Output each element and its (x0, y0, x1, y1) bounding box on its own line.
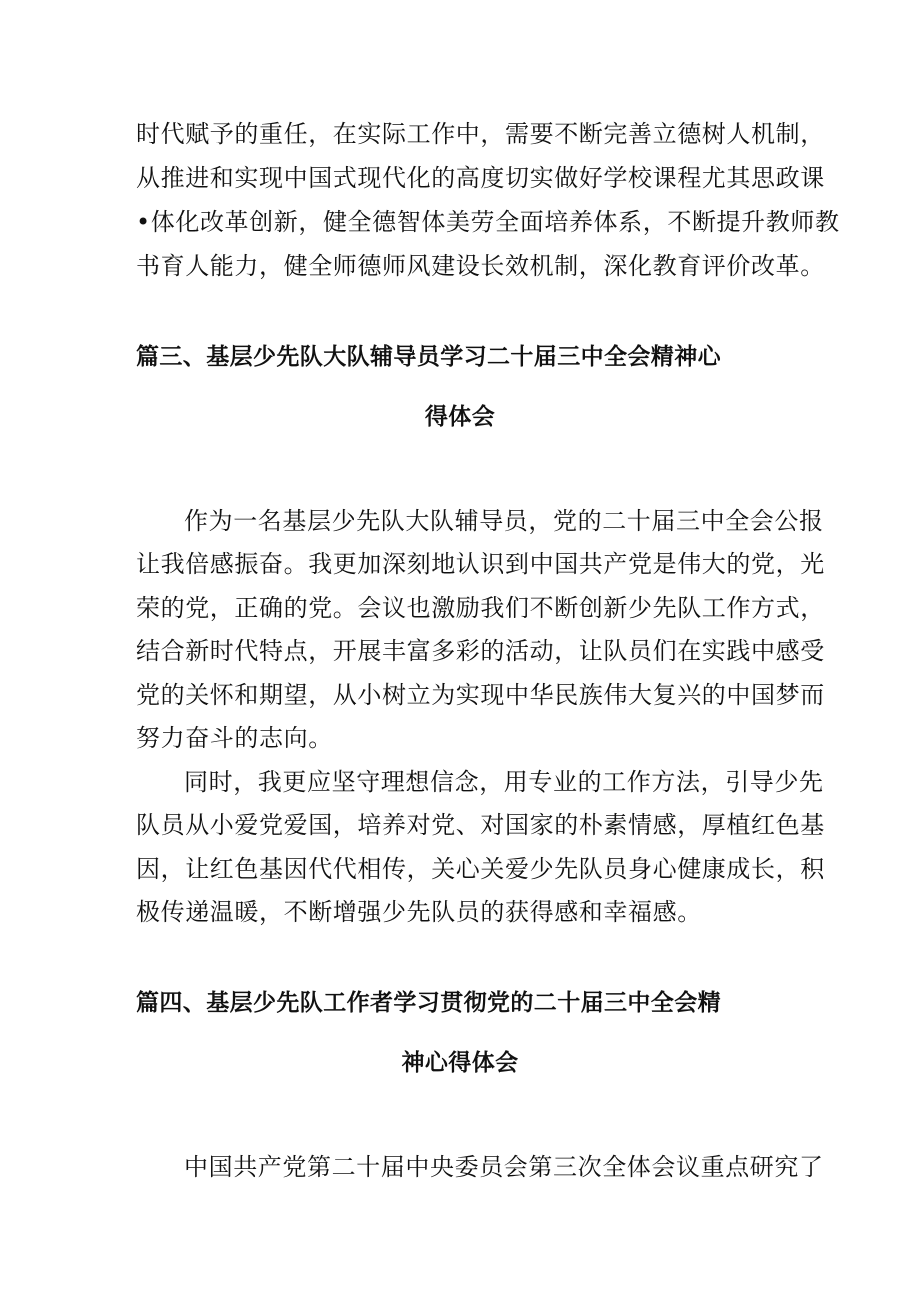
section3-p1-line-5: 党的关怀和期望，从小树立为实现中华民族伟大复兴的中国梦而 (136, 681, 825, 709)
section3-title-line-1: 篇三、基层少先队大队辅导员学习二十届三中全会精神心 (136, 344, 721, 370)
intro-line-4: 书育人能力，健全师德师风建设长效机制，深化教育评价改革。 (136, 252, 825, 280)
section3-p1-line-1: 作为一名基层少先队大队辅导员，党的二十届三中全会公报 (184, 507, 824, 535)
section4-title-line-1: 篇四、基层少先队工作者学习贯彻党的二十届三中全会精 (136, 990, 721, 1016)
intro-line-3: •体化改革创新，健全德智体美劳全面培养体系，不断提升教师教 (136, 208, 840, 236)
section3-p2-line-2: 队员从小爱党爱国，培养对党、对国家的朴素情感，厚植红色基 (136, 811, 825, 839)
section3-p2-line-1: 同时，我更应坚守理想信念，用专业的工作方法，引导少先 (184, 768, 824, 796)
section4-p1-line-1: 中国共产党第二十届中央委员会第三次全体会议重点研究了 (184, 1153, 824, 1181)
section3-p1-line-6: 努力奋斗的志向。 (136, 724, 333, 752)
section3-p2-line-3: 因，让红色基因代代相传，关心关爱少先队员身心健康成长，积 (136, 855, 825, 883)
section3-p2-line-4: 极传递温暖，不断增强少先队员的获得感和幸福感。 (136, 898, 702, 926)
section3-p1-line-2: 让我倍感振奋。我更加深刻地认识到中国共产党是伟大的党，光 (136, 550, 825, 578)
section3-p1-line-3: 荣的党，正确的党。会议也激励我们不断创新少先队工作方式， (136, 594, 825, 622)
section3-p1-line-4: 结合新时代特点，开展丰富多彩的活动，让队员们在实践中感受 (136, 637, 825, 665)
intro-line-1: 时代赋予的重任，在实际工作中，需要不断完善立德树人机制， (136, 120, 825, 148)
intro-line-2: 从推进和实现中国式现代化的高度切实做好学校课程尤其思政课 (136, 164, 825, 192)
section4-title-line-2: 神心得体会 (401, 1050, 519, 1076)
section3-title-line-2: 得体会 (424, 404, 496, 430)
